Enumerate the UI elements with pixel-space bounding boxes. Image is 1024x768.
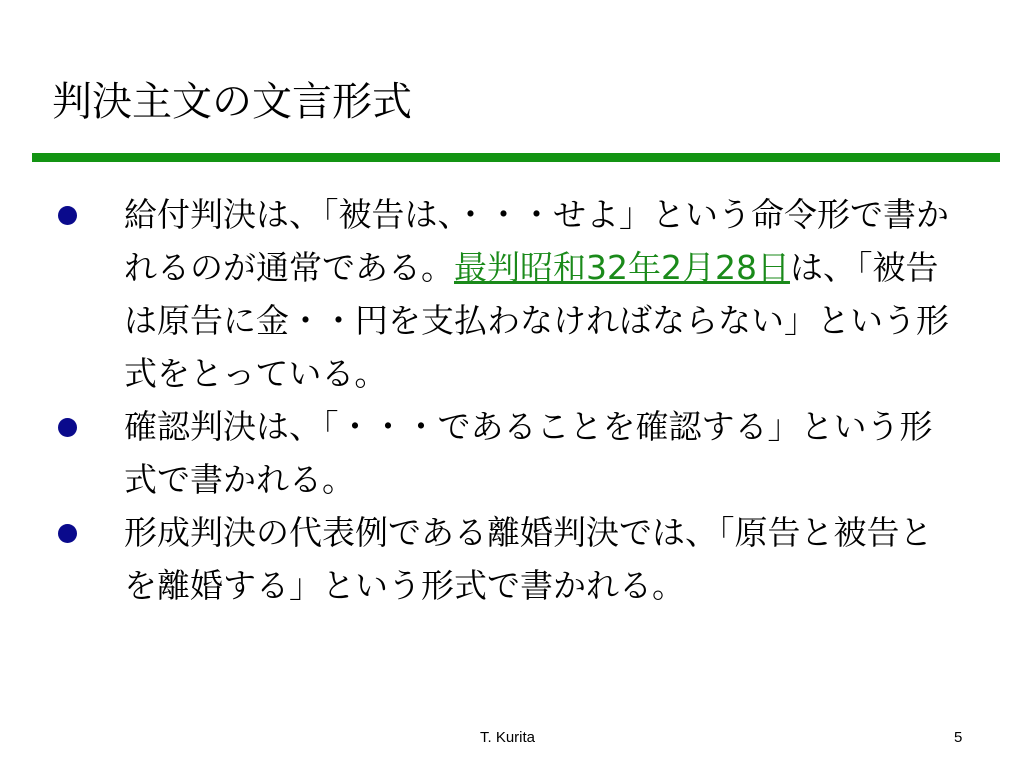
bullet-3-text: 形成判決の代表例である離婚判決では、「原告と被告とを離婚する」という形式で書かれる。 bbox=[124, 513, 933, 605]
bullet-item-3 bbox=[0, 506, 960, 612]
bullet-item-1 bbox=[0, 188, 960, 400]
bullet-1-text-after: は、「被告は原告に金・・円を支払わなければならない」という形式をとっている。 bbox=[124, 248, 949, 393]
bullet-2-text: 確認判決は、「・・・であることを確認する」という形式で書かれる。 bbox=[124, 407, 933, 499]
bullet-dot-icon bbox=[58, 524, 77, 543]
bullet-1-text-before: 給付判決は、「被告は、・・・せよ」という命令形で書かれるのが通常である。 bbox=[124, 195, 949, 287]
slide-title: 判決主文の文言形式 bbox=[52, 79, 412, 125]
title-rule bbox=[32, 153, 1000, 162]
citation-link[interactable]: 最判昭和32年2月28日 bbox=[454, 248, 790, 287]
bullet-dot-icon bbox=[58, 206, 77, 225]
page-number: 5 bbox=[954, 729, 963, 746]
bullet-item-2 bbox=[0, 400, 960, 506]
bullet-dot-icon bbox=[58, 418, 77, 437]
bullet-list bbox=[0, 188, 1024, 612]
footer-author: T. Kurita bbox=[480, 729, 536, 746]
